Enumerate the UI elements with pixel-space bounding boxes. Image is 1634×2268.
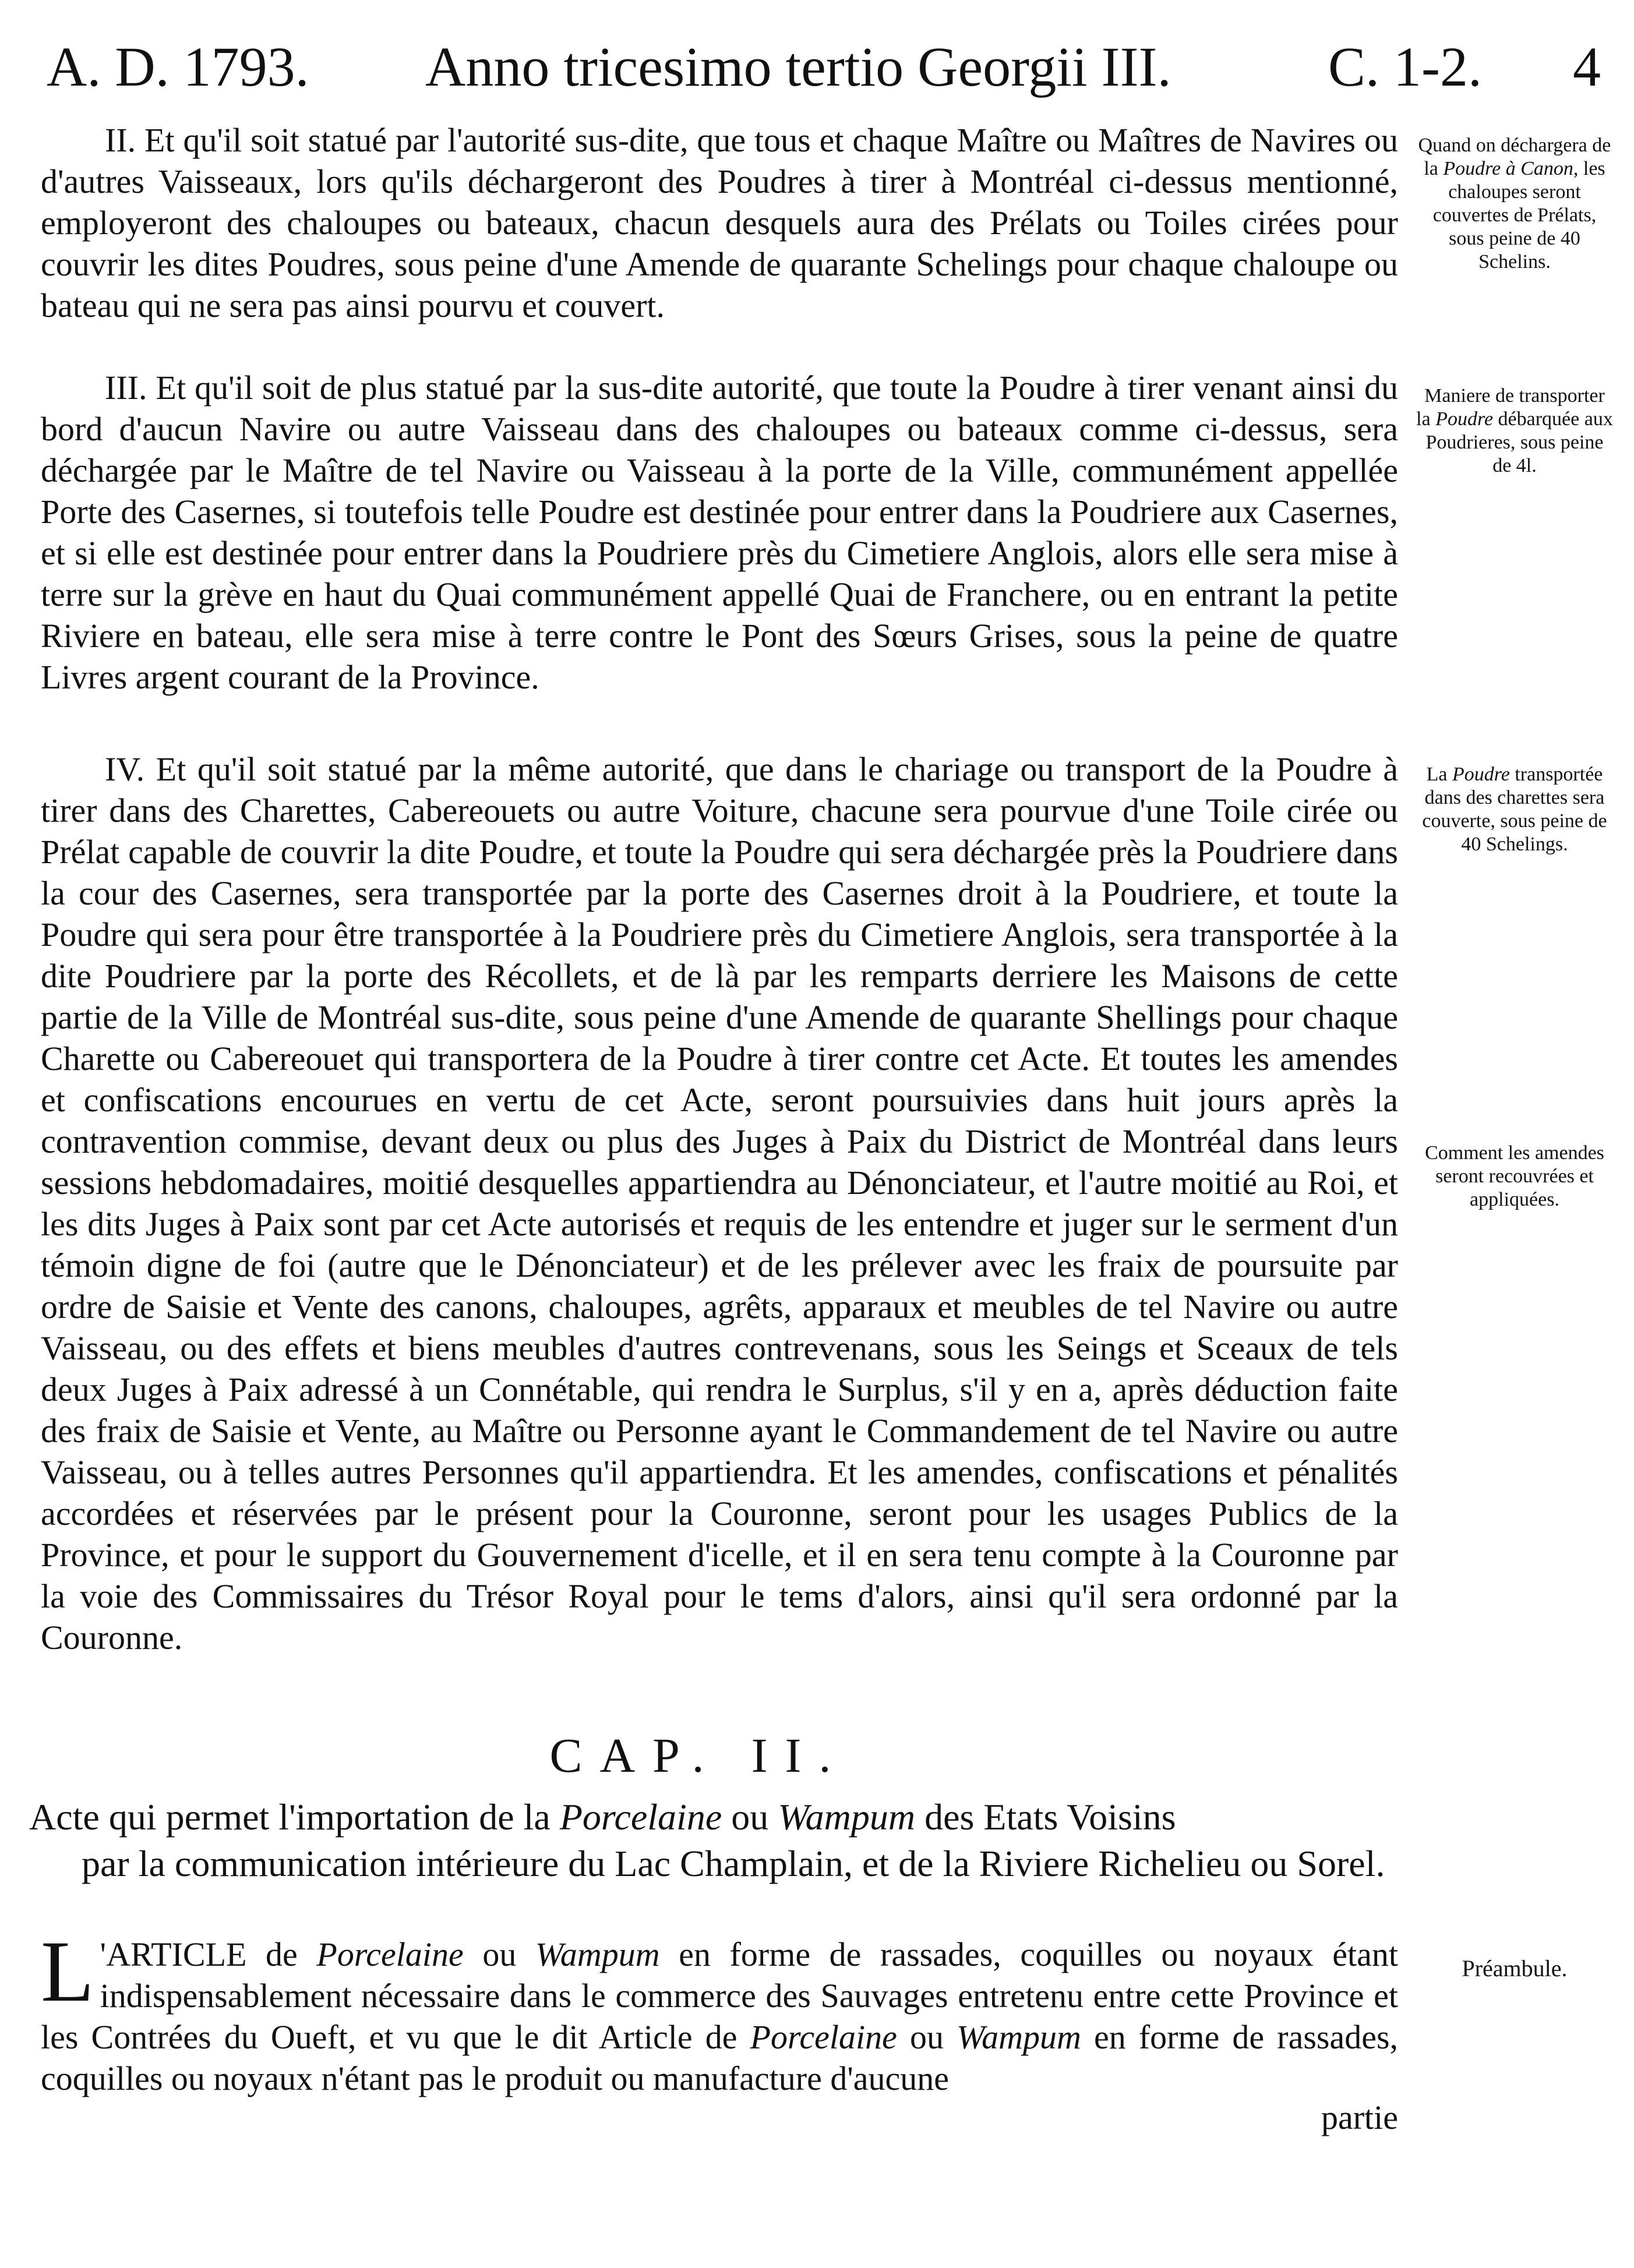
mn2-part-a: Maniere de transporter la	[1416, 385, 1605, 430]
section-ii: II. Et qu'il soit statué par l'autorité sus-dite, que tous et chaque Maître ou Maîtres de Navires ou d'autres Vaisseaux, lors qu'ils déchargeront des Poudres à tirer à Montréal ci-dessus mentionné, employeront des chaloupes ou bateaux, chacun desquels aura des Prélats ou Toiles cirées pour couvrir les dites Poudres, sous peine d'une Amende de quarante Schelings pour chaque chaloupe ou bateau qui ne sera pas ainsi pourvu et couvert.	[41, 121, 1398, 324]
preamble-t1: 'ARTICLE de	[100, 1935, 298, 1973]
section-iv: IV. Et qu'il soit statué par la même autorité, que dans le chariage ou transport de la Poudre à tirer dans des Charettes, Cabereouets ou autre Voiture, chacune sera pourvue d'une Toile cirée ou Prélat capable de couvrir la dite Poudre, et toute la Poudre qui sera déchargée près la Poudriere dans la cour des Casernes, sera transportée par la porte des Casernes droit à la Poudriere, et toute la Poudre qui sera pour être transportée à la Poudriere près du Cimetiere Anglois, sera transportée à la dite Poudriere par la porte des Récollets, et de là par les remparts derriere les Maisons de cette partie de la Ville de Montréal sus-dite, sous peine d'une Amende de quarante Shellings pour chaque Charette ou Cabereouet qui transportera de la Poudre à tirer contre cet Acte. Et toutes les amendes et confiscations encourues en vertu de cet Acte, seront poursuivies dans huit jours après la contravention commise, devant deux ou plus des Juges à Paix du District de Montréal dans leurs sessions hebdomadaires, moitié desquelles appartiendra au Dénonciateur, et l'autre moitié au Roi, et les dits Juges à Paix sont par cet Acte autorisés et requis de les entendre et juger sur le serment d'un témoin digne de foi (autre que le Dénonciateur) et de les prélever avec les fraix de poursuite par ordre de Saisie et Vente des canons, chaloupes, agrêts, apparaux et meubles de tel Navire ou autre Vaisseau, ou des effets et biens meubles d'autres contrevenans, sous les Seings et Sceaux de tels deux Juges à Paix adressé à un Connétable, qui rendra le Surplus, s'il y en a, après déduction faite des fraix de Saisie et Vente, au Maître ou Personne ayant le Commandement de tel Navire ou autre Vaisseau, ou à telles autres Personnes qu'il appartiendra. Et les amendes, confiscations et pénalités accordées et réservées par le présent pour la Couronne, seront pour les usages Publics de la Province, et pour le support du Gouvernement d'icelle, et il en sera tenu compte à la Couronne par la voie des Commissaires du Trésor Royal pour le tems d'alors, ainsi qu'il sera ordonné par la Couronne.	[41, 750, 1398, 1656]
act-title-part-c: des Etats Voisins	[924, 1796, 1176, 1838]
mn2-part-b: débarquée aux Poudrieres, sous peine de 4l.	[1425, 408, 1613, 476]
mn3-part-b: transportée dans des charettes sera couverte, sous peine de 40 Schelings.	[1422, 764, 1607, 855]
header-year: A. D. 1793.	[47, 36, 309, 98]
margin-note-unloading	[1416, 134, 1614, 274]
preamble-porcelaine-2: Porcelaine	[750, 2018, 897, 2056]
preamble-t5: en forme de rassades, coquilles ou noyaux n'étant pas le produit ou manufacture d'aucune	[41, 2018, 1399, 2097]
preamble-t4: ou	[910, 2018, 944, 2056]
mn3-italic: Poudre	[1452, 764, 1510, 785]
section-iii: III. Et qu'il soit de plus statué par la sus-dite autorité, que toute la Poudre à tirer venant ainsi du bord d'aucun Navire ou autre Vaisseau dans des chaloupes ou bateaux comme ci-dessus, sera déchargée par le Maître de tel Navire ou Vaisseau à la porte de la Ville, communément appellée Porte des Casernes, si toutefois telle Poudre est destinée pour entrer dans la Poudriere aux Casernes, et si elle est destinée pour entrer dans la Poudriere près du Cimetiere Anglois, alors elle sera mise à terre sur la grève en haut du Quai communément appellé Quai de Franchere, ou en entrant la petite Riviere en bateau, elle sera mise à terre contre le Pont des Sœurs Grises, sous la peine de quatre Livres argent courant de la Province.	[41, 369, 1398, 696]
margin-note-fines: Comment les amendes seront recouvrées et appliquées.	[1425, 1142, 1604, 1210]
mn1-part-a: Quand on déchargera de la	[1418, 135, 1611, 179]
margin-note-transport-manner	[1416, 384, 1614, 478]
preamble-porcelaine-1: Porcelaine	[316, 1935, 464, 1973]
preamble-wampum-2: Wampum	[957, 2018, 1081, 2056]
act-title	[29, 1794, 1398, 1887]
header-chapter: C. 1-2.	[1328, 36, 1482, 98]
preamble-t2: ou	[482, 1935, 517, 1973]
act-title-part-a: Acte qui permet l'importation de la	[29, 1796, 550, 1838]
act-title-line-2: par la communication intérieure du Lac Champlain, et de la Riviere Richelieu ou Sorel.	[82, 1843, 1385, 1884]
mn1-italic: Poudre à Canon,	[1443, 158, 1579, 179]
act-title-wampum: Wampum	[778, 1796, 916, 1838]
mn3-part-a: La	[1426, 764, 1448, 785]
margin-note-carts	[1416, 763, 1614, 856]
mn1-part-b: les chaloupes seront couvertes de Prélats, sous peine de 40 Schelins.	[1432, 158, 1605, 273]
catchword: partie	[1321, 2099, 1398, 2136]
chapter-heading: CAP. II.	[549, 1729, 849, 1783]
mn2-italic: Poudre	[1435, 408, 1494, 430]
main-text	[41, 119, 1398, 1656]
margin-note-preamble: Préambule.	[1462, 1955, 1568, 1981]
running-header	[47, 29, 1619, 105]
page-number: 4	[1573, 36, 1601, 98]
preamble-text	[41, 1923, 1399, 2099]
drop-cap: L	[41, 1923, 94, 2020]
header-regnal-title: Anno tricesimo tertio Georgii III.	[425, 36, 1171, 98]
preamble-t3: en forme de rassades, coquilles ou noyaux étant indispensablement nécessaire dans le commerce des Sauvages entretenu entre cette Province et les Contrées du Oueft, et vu que le dit Article de	[41, 1935, 1399, 2056]
preamble-wampum-1: Wampum	[535, 1935, 660, 1973]
act-title-part-b: ou	[731, 1796, 769, 1838]
act-title-porcelaine: Porcelaine	[559, 1796, 722, 1838]
